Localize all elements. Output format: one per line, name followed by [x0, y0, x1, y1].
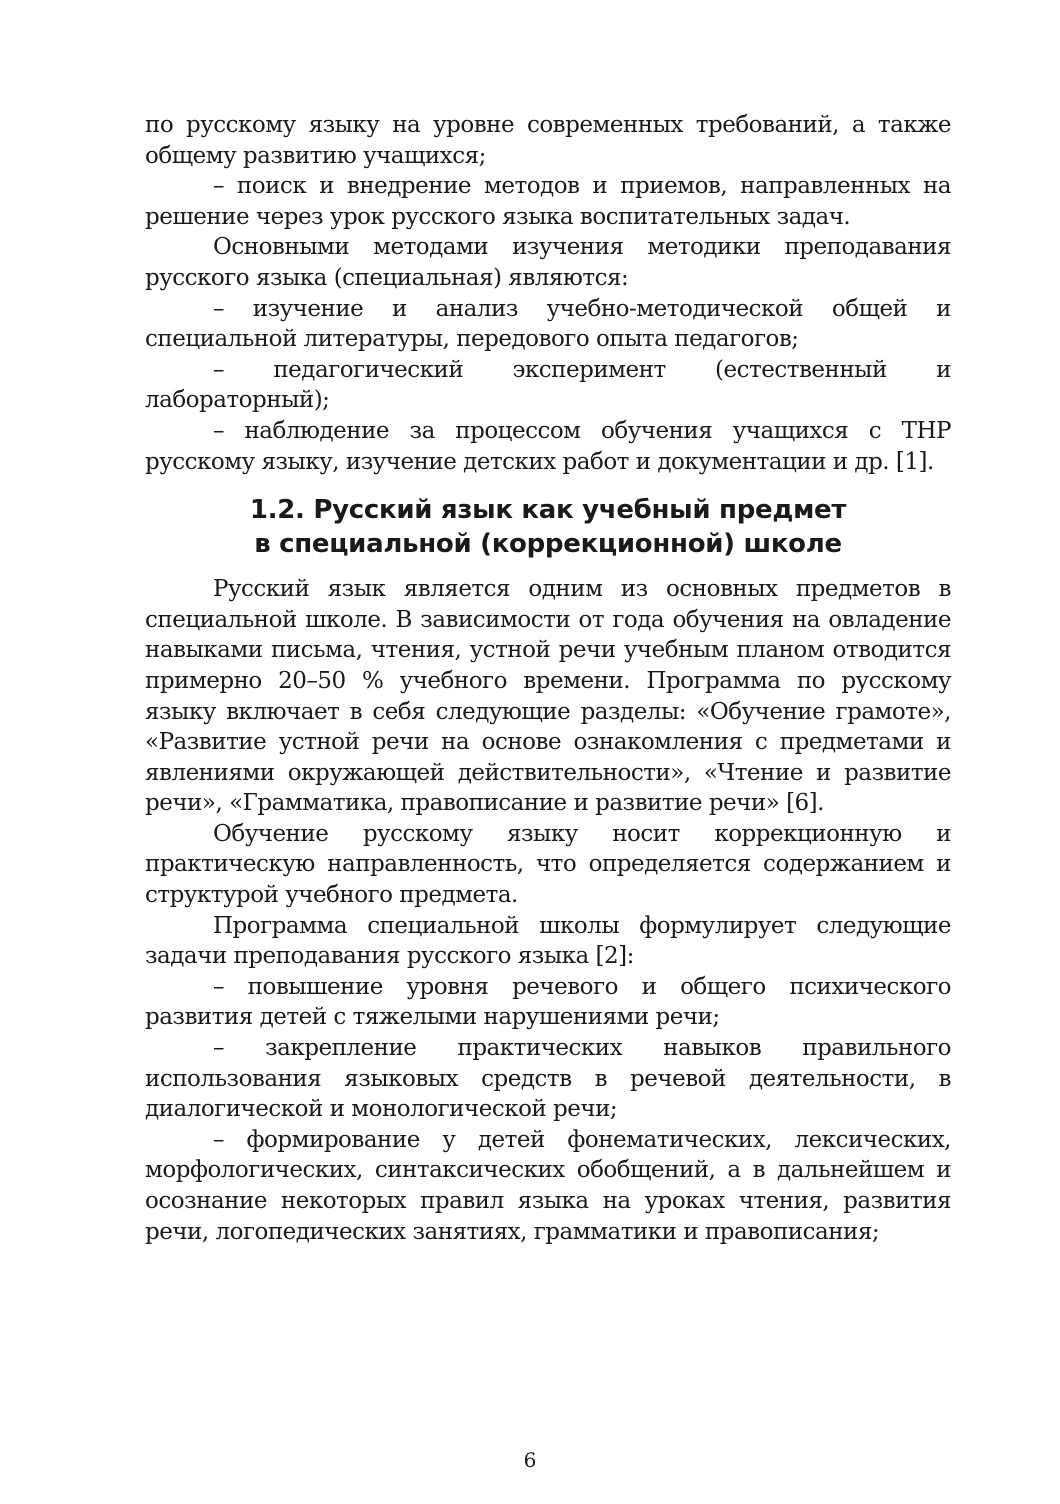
list-item: – повышение уровня речевого и общего психического развития детей с тяжелыми нарушениями речи; [145, 973, 951, 1031]
continued-paragraph: по русскому языку на уровне современных требований, а также общему развитию учащихся; [145, 112, 951, 169]
paragraph: Обучение русскому языку носит коррекционную и практическую направленность, что определяется содержанием и структурой учебного предмета. [145, 820, 951, 909]
paragraph: Русский язык является одним из основных предметов в специальной школе. В зависимости от года обучения на овладение навыками письма, чтения, устной речи учебным планом отводится примерно 20–50 % учебного времени. Программа по русскому языку включает в себя следующие разделы: «Обучение грамоте», «Развитие устной речи на основе ознакомления с предметами и явлениями окружающей действительности», «Чтение и развитие речи», «Грамматика, правописание и развитие речи» [6]. [145, 576, 951, 817]
list-item: – наблюдение за процессом обучения учащихся с ТНР русскому языку, изучение детских работ и документации и др. [1]. [145, 417, 951, 475]
paragraph: Основными методами изучения методики преподавания русского языка (специальная) являются: [145, 234, 951, 291]
list-item: – изучение и анализ учебно-методической общей и специальной литературы, передового опыта педагогов; [145, 295, 951, 353]
list-item: – педагогический эксперимент (естественный и лабораторный); [145, 356, 951, 414]
list-item: – поиск и внедрение методов и приемов, направленных на решение через урок русского языка воспитательных задач. [145, 173, 951, 230]
list-item: – формирование у детей фонематических, лексических, морфологических, синтаксических обобщений, а в дальнейшем и осознание некоторых правил языка на уроках чтения, развития речи, логопедических занятиях, грамматики и правописания; [145, 1126, 951, 1245]
section-heading [145, 493, 951, 561]
section-heading-line: 1.2. Русский язык как учебный предмет [249, 495, 847, 526]
paragraph: Программа специальной школы формулирует следующие задачи преподавания русского языка [2]: [145, 912, 951, 970]
list-item: – закрепление практических навыков правильного использования языковых средств в речевой деятельности, в диалогической и монологической речи; [145, 1035, 951, 1123]
page-body [145, 110, 951, 1247]
section-heading-line: в специальной (коррекционной) школе [254, 529, 842, 560]
page-number: 6 [523, 1448, 537, 1472]
